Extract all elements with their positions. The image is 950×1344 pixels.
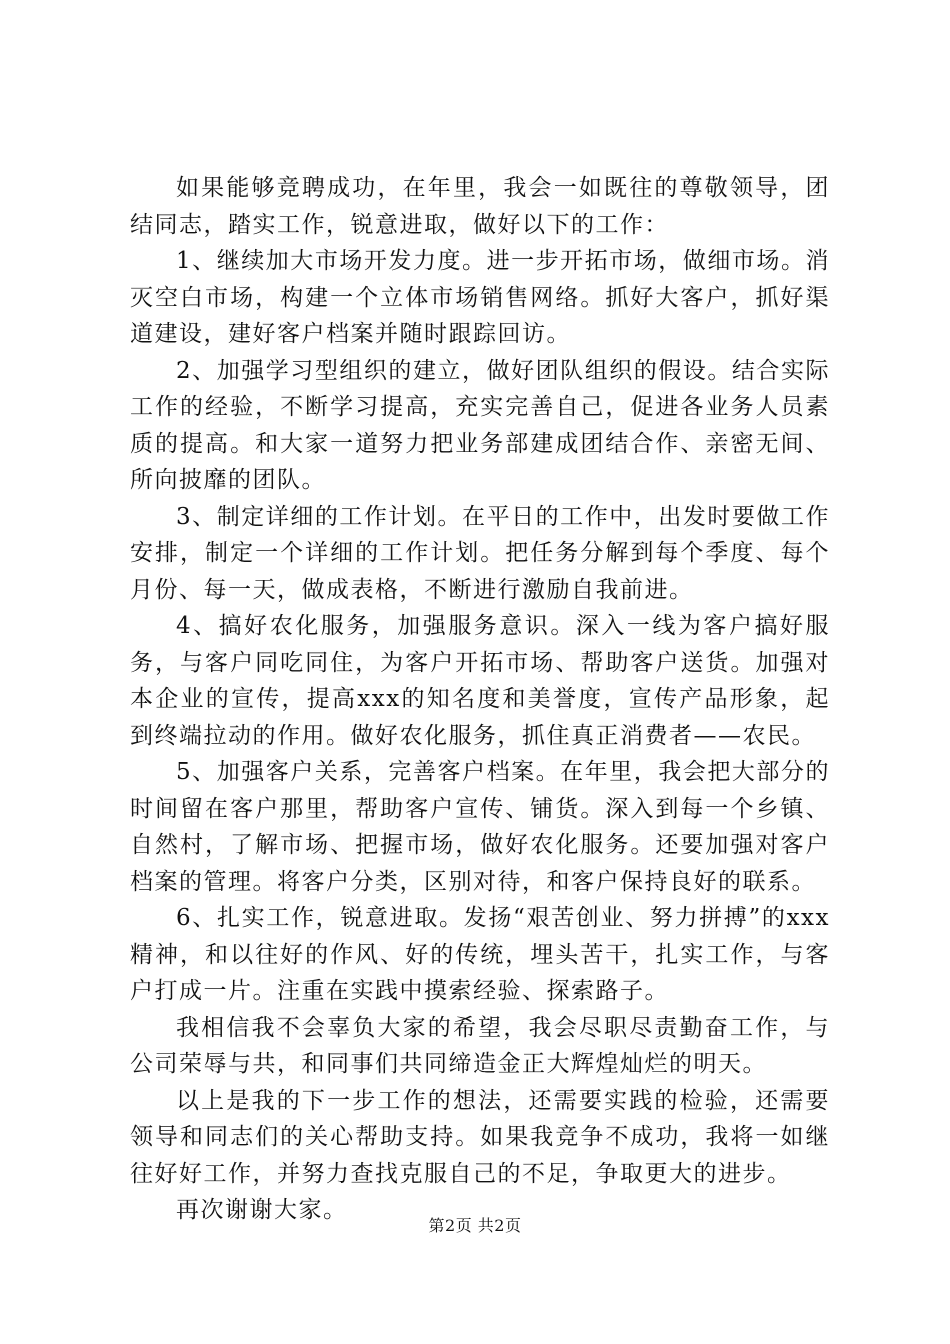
paragraph-item-4: 4、搞好农化服务，加强服务意识。深入一线为客户搞好服务，与客户同吃同住，为客户开拓市场、帮助客户送货。加强对本企业的宣传，提高xxx的知名度和美誉度，宣传产品形象，起到终端拉动的作用。做好农化服务，抓住真正消费者——农民。 bbox=[130, 613, 830, 749]
paragraph-commitment: 我相信我不会辜负大家的希望，我会尽职尽责勤奋工作，与公司荣辱与共，和同事们共同缔造金正大辉煌灿烂的明天。 bbox=[130, 1014, 830, 1077]
paragraph-item-2: 2、加强学习型组织的建立，做好团队组织的假设。结合实际工作的经验，不断学习提高，充实完善自己，促进各业务人员素质的提高。和大家一道努力把业务部建成团结合作、亲密无间、所向披靡的团队。 bbox=[130, 357, 830, 493]
paragraph-item-1: 1、继续加大市场开发力度。进一步开拓市场，做细市场。消灭空白市场，构建一个立体市场销售网络。抓好大客户，抓好渠道建设，建好客户档案并随时跟踪回访。 bbox=[130, 248, 830, 347]
paragraph-summary: 以上是我的下一步工作的想法，还需要实践的检验，还需要领导和同志们的关心帮助支持。如果我竞争不成功，我将一如继往好好工作，并努力查找克服自己的不足，争取更大的进步。 bbox=[130, 1087, 830, 1187]
paragraph-item-6: 6、扎实工作，锐意进取。发扬“艰苦创业、努力拼搏”的xxx精神，和以往好的作风、好的传统，埋头苦干，扎实工作，与客户打成一片。注重在实践中摸索经验、探索路子。 bbox=[130, 905, 830, 1004]
paragraph-item-3: 3、制定详细的工作计划。在平日的工作中，出发时要做工作安排，制定一个详细的工作计划。把任务分解到每个季度、每个月份、每一天，做成表格，不断进行激励自我前进。 bbox=[130, 503, 830, 603]
document-body bbox=[130, 170, 830, 1229]
paragraph-item-5: 5、加强客户关系，完善客户档案。在年里，我会把大部分的时间留在客户那里，帮助客户宣传、铺货。深入到每一个乡镇、自然村，了解市场、把握市场，做好农化服务。还要加强对客户档案的管理。将客户分类，区别对待，和客户保持良好的联系。 bbox=[130, 759, 830, 895]
paragraph-thanks: 再次谢谢大家。 bbox=[176, 1197, 348, 1223]
page-number-footer: 第2页 共2页 bbox=[428, 1216, 522, 1235]
paragraph-intro: 如果能够竞聘成功，在年里，我会一如既往的尊敬领导，团结同志，踏实工作，锐意进取，做好以下的工作： bbox=[130, 175, 830, 238]
